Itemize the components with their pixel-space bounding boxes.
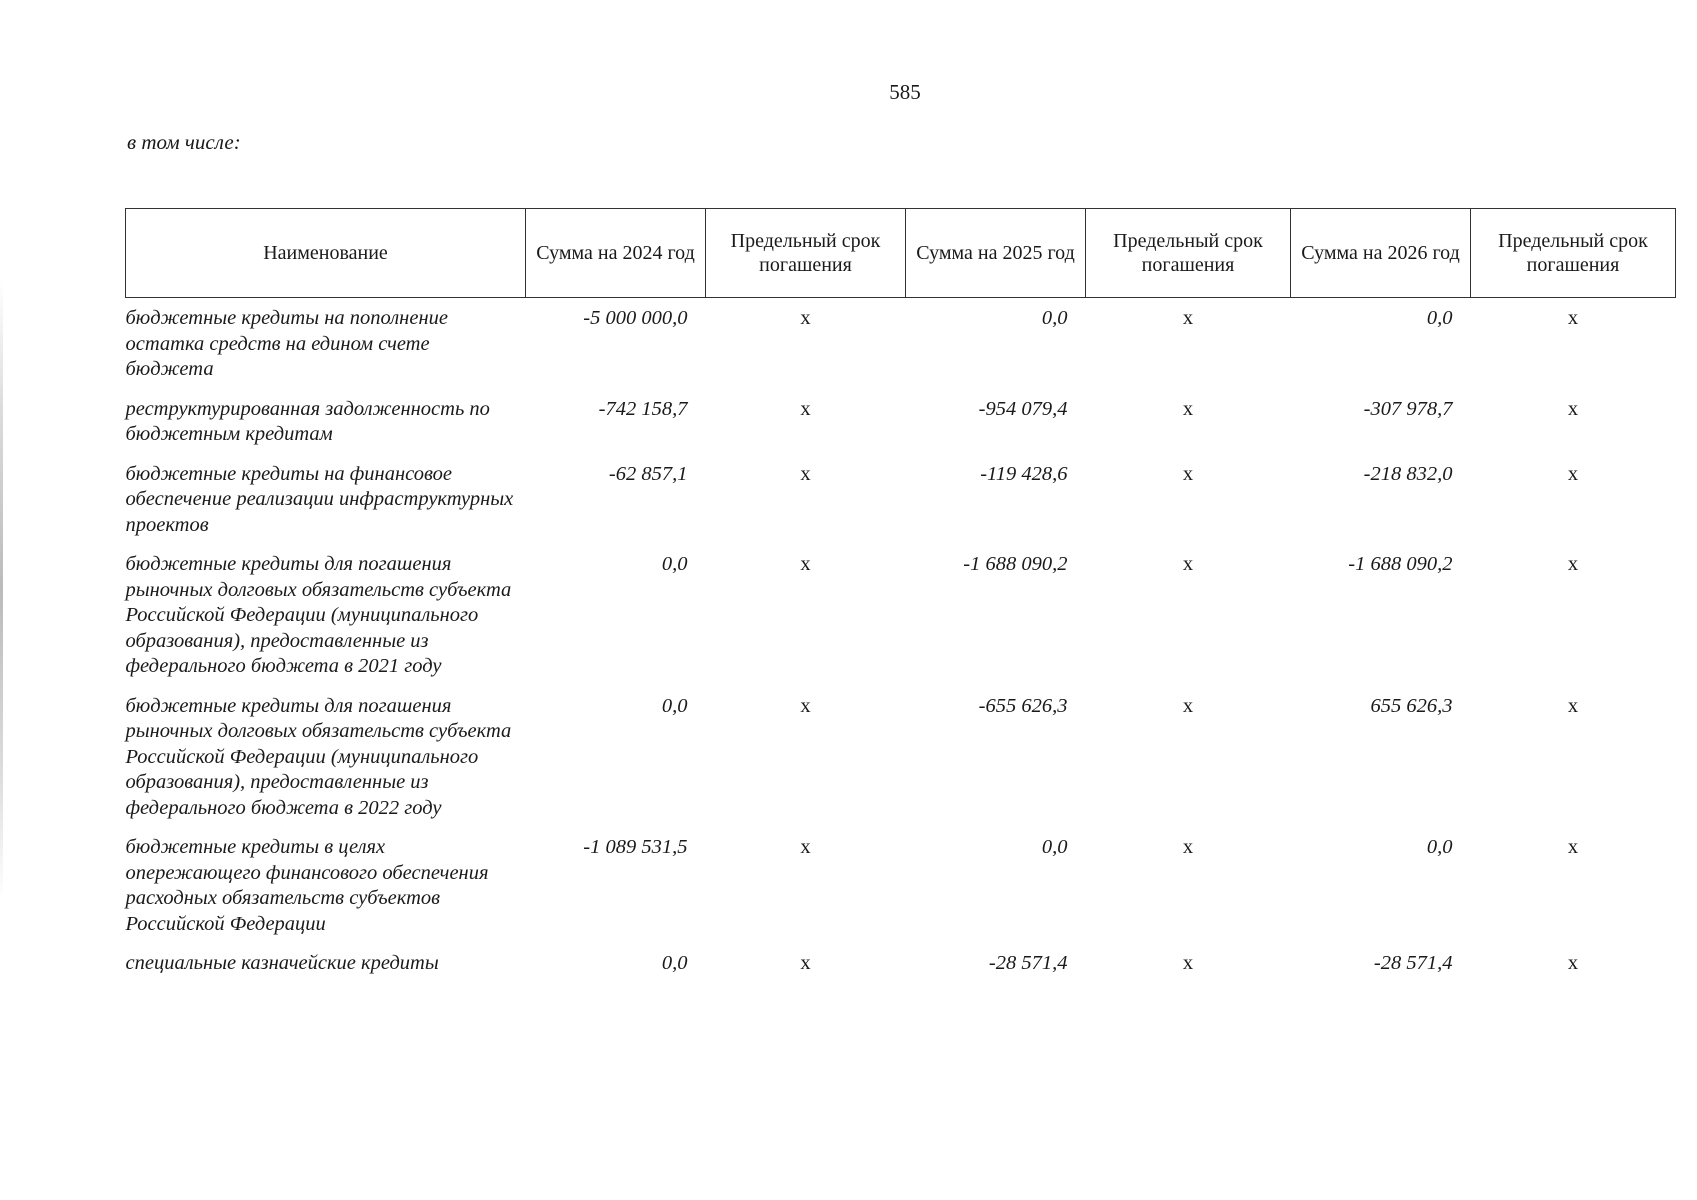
row-sum-2024: -62 857,1 [608, 462, 688, 485]
table-row [126, 298, 1676, 389]
header-term-2024: Предельный срок погашения [706, 209, 906, 298]
header-term-2025: Предельный срок погашения [1086, 209, 1291, 298]
table-row [126, 389, 1676, 454]
row-term-2025: x [1182, 462, 1194, 485]
row-sum-2025: -119 428,6 [980, 462, 1068, 485]
header-sum-2024: Сумма на 2024 год [526, 209, 706, 298]
row-name: бюджетные кредиты на пополнение остатка средств на едином счете бюджета [125, 307, 448, 380]
table-row [126, 544, 1676, 686]
row-term-2026: x [1567, 397, 1579, 420]
row-term-2026: x [1567, 462, 1579, 485]
header-name: Наименование [126, 209, 526, 298]
row-sum-2025: -655 626,3 [978, 694, 1068, 717]
row-name: специальные казначейские кредиты [125, 952, 439, 974]
row-term-2024: x [800, 553, 811, 575]
table-row [126, 943, 1676, 983]
table-row [126, 454, 1676, 545]
row-term-2024: x [800, 952, 811, 974]
row-term-2025: x [1182, 836, 1194, 858]
row-term-2024: x [800, 694, 811, 717]
row-sum-2024: 0,0 [661, 553, 688, 575]
row-term-2026: x [1567, 836, 1579, 858]
credits-table [125, 208, 1676, 983]
row-term-2025: x [1182, 307, 1194, 329]
row-sum-2026: -28 571,4 [1373, 952, 1453, 974]
row-sum-2025: -954 079,4 [978, 397, 1068, 420]
table-header-row [126, 209, 1676, 298]
header-term-2026: Предельный срок погашения [1471, 209, 1676, 298]
table-row [126, 827, 1676, 943]
row-sum-2026: -307 978,7 [1363, 397, 1453, 420]
row-term-2024: x [800, 307, 811, 329]
scan-edge-artifact [0, 280, 3, 900]
row-sum-2024: -1 089 531,5 [583, 836, 688, 858]
row-sum-2026: -218 832,0 [1363, 462, 1453, 485]
row-sum-2024: -742 158,7 [598, 397, 688, 420]
table-row [126, 686, 1676, 828]
row-term-2025: x [1182, 397, 1194, 420]
row-name: бюджетные кредиты для погашения рыночных долговых обязательств субъекта Российской Федерации (муниципального образования), предоставленные из федерального бюджета в 2022 году [125, 694, 512, 819]
row-term-2025: x [1182, 694, 1194, 717]
row-sum-2026: 655 626,3 [1370, 694, 1453, 717]
row-term-2026: x [1567, 694, 1579, 717]
row-name: бюджетные кредиты на финансовое обеспечение реализации инфраструктурных проектов [125, 462, 514, 536]
page-number: 585 [889, 80, 921, 104]
row-sum-2025: -1 688 090,2 [963, 553, 1068, 575]
row-sum-2026: -1 688 090,2 [1348, 553, 1453, 575]
row-name: бюджетные кредиты в целях опережающего финансового обеспечения расходных обязательств субъектов Российской Федерации [125, 836, 489, 935]
row-sum-2025: 0,0 [1041, 307, 1068, 329]
row-term-2026: x [1567, 307, 1579, 329]
row-sum-2024: 0,0 [661, 952, 688, 974]
header-sum-2025: Сумма на 2025 год [906, 209, 1086, 298]
row-term-2025: x [1182, 553, 1194, 575]
header-sum-2026: Сумма на 2026 год [1291, 209, 1471, 298]
row-name: реструктурированная задолженность по бюджетным кредитам [125, 397, 490, 445]
row-term-2026: x [1567, 952, 1579, 974]
row-term-2026: x [1567, 553, 1579, 575]
row-term-2024: x [800, 462, 811, 485]
row-sum-2025: 0,0 [1041, 836, 1068, 858]
row-sum-2026: 0,0 [1426, 307, 1453, 329]
row-sum-2024: -5 000 000,0 [583, 307, 688, 329]
row-term-2025: x [1182, 952, 1194, 974]
row-term-2024: x [800, 397, 811, 420]
credits-table-wrapper [125, 208, 1675, 983]
row-sum-2025: -28 571,4 [988, 952, 1068, 974]
intro-text: в том числе: [127, 130, 241, 154]
row-name: бюджетные кредиты для погашения рыночных долговых обязательств субъекта Российской Федерации (муниципального образования), предоставленные из федерального бюджета в 2021 году [125, 553, 512, 677]
row-sum-2024: 0,0 [661, 694, 688, 717]
row-sum-2026: 0,0 [1426, 836, 1453, 858]
row-term-2024: x [800, 836, 811, 858]
